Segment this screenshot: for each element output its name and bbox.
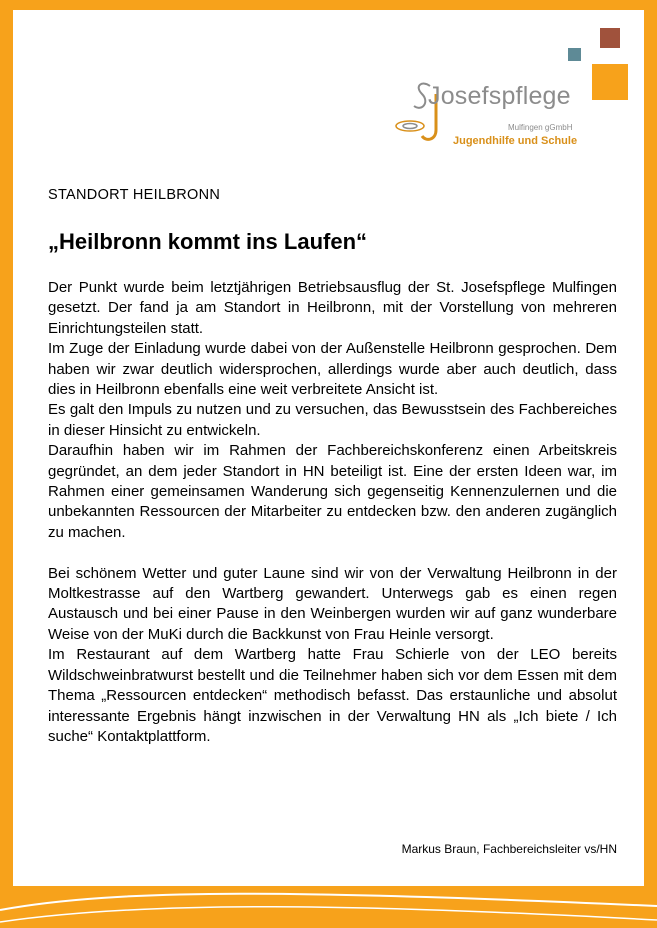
paragraph: Der Punkt wurde beim letztjährigen Betriebsausflug der St. Josefspflege Mulfingen gesetzt. Der fand ja am Standort in Heilbronn, mit der Vorstellung von mehreren Einrichtungsteilen statt. — [48, 279, 617, 337]
decor-square-orange — [592, 64, 628, 100]
decorative-waves — [0, 880, 657, 928]
logo-name: Josefspflege — [428, 82, 571, 110]
article-body — [48, 278, 617, 747]
paragraph-gap — [48, 543, 617, 563]
article-headline: „Heilbronn kommt ins Laufen“ — [48, 229, 368, 254]
logo-subtitle: Mulfingen gGmbH — [508, 123, 573, 132]
paragraph: Daraufhin haben wir im Rahmen der Fachbereichskonferenz einen Arbeitskreis gegründet, an dem jeder Standort in HN beteiligt ist. Eine der ersten Ideen war, im Rahmen einer gemeinsamen Wanderung sich gegenseitig Kennenzulernen und die unbekannten Ressourcen der Mitarbeiter zu entdecken bzw. den anderen zugänglich zu machen. — [48, 442, 617, 541]
decor-square-red — [600, 28, 620, 48]
decor-square-teal — [568, 48, 581, 61]
author-signature: Markus Braun, Fachbereichsleiter vs/HN — [401, 842, 617, 856]
paragraph: Im Restaurant auf dem Wartberg hatte Frau Schierle von der LEO bereits Wildschweinbratwurst bestellt und die Teilnehmer haben sich vor dem Essen mit dem Thema „Ressourcen entdecken“ methodisch befasst. Das erstaunliche und absolut interessante Ergebnis hängt inzwischen in der Verwaltung HN als „Ich biete / Ich suche“ Kontaktplattform. — [48, 646, 617, 745]
section-kicker: STANDORT HEILBRONN — [48, 187, 221, 203]
logo-tagline: Jugendhilfe und Schule — [453, 135, 578, 147]
paragraph: Im Zuge der Einladung wurde dabei von der Außenstelle Heilbronn gesprochen. Dem haben wir zwar deutlich widersprochen, allerdings wurde aber auch deutlich, dass dies in Heilbronn ebenfalls eine weit verbreitete Ansicht ist. — [48, 340, 617, 399]
paragraph: Es galt den Impuls zu nutzen und zu versuchen, das Bewusstsein des Fachbereiches in dieser Hinsicht zu entwickeln. — [48, 401, 617, 439]
paragraph: Bei schönem Wetter und guter Laune sind wir von der Verwaltung Heilbronn in der Moltkestrasse auf den Wartberg gewandert. Unterwegs gab es einen regen Austausch und bei einer Pause in den Weinbergen wurden wir auf ganz wunderbare Weise von der MuKi durch die Backkunst von Frau Heinle versorgt. — [48, 564, 617, 643]
